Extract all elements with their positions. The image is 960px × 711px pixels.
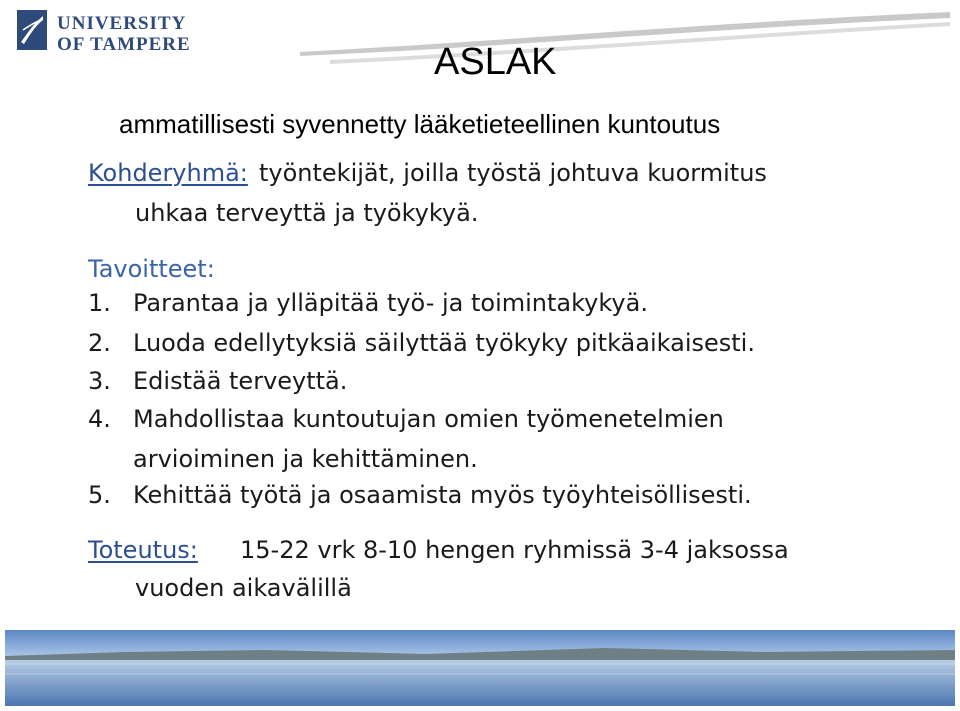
logo-line-2: OF TAMPERE <box>57 34 191 55</box>
page-title: ASLAK <box>434 41 557 83</box>
goal-5-number: 5. <box>88 481 111 509</box>
target-group-line-1: työntekijät, joilla työstä johtuva kuormitus <box>259 159 767 187</box>
implementation-line-2: vuoden aikavälillä <box>135 574 352 602</box>
goal-5-text: Kehittää työtä ja osaamista myös työyhteisöllisesti. <box>133 481 752 509</box>
goal-4-text-line-2: arvioiminen ja kehittäminen. <box>133 445 478 473</box>
goal-1-number: 1. <box>88 289 111 317</box>
page-subtitle: ammatillisesti syvennetty lääketieteellinen kuntoutus <box>119 109 721 139</box>
logo-line-1: UNIVERSITY <box>57 13 187 34</box>
goal-3-text: Edistää terveyttä. <box>133 367 348 395</box>
implementation-label: Toteutus: <box>88 536 198 564</box>
goals-label: Tavoitteet: <box>88 255 215 283</box>
goal-3-number: 3. <box>88 367 111 395</box>
target-group-line-2: uhkaa terveyttä ja työkykyä. <box>135 199 479 227</box>
target-group-label: Kohderyhmä: <box>88 159 248 187</box>
goal-4-number: 4. <box>88 405 111 433</box>
goal-1-text: Parantaa ja ylläpitää työ- ja toimintakykyä. <box>133 289 648 317</box>
goal-2-number: 2. <box>88 329 111 357</box>
implementation-line-1: 15-22 vrk 8-10 hengen ryhmissä 3-4 jaksossa <box>240 536 789 564</box>
goal-2-text: Luoda edellytyksiä säilyttää työkyky pitkäaikaisesti. <box>133 329 755 357</box>
goal-4-text: Mahdollistaa kuntoutujan omien työmenetelmien <box>133 405 724 433</box>
lake-landscape-image <box>5 630 955 706</box>
